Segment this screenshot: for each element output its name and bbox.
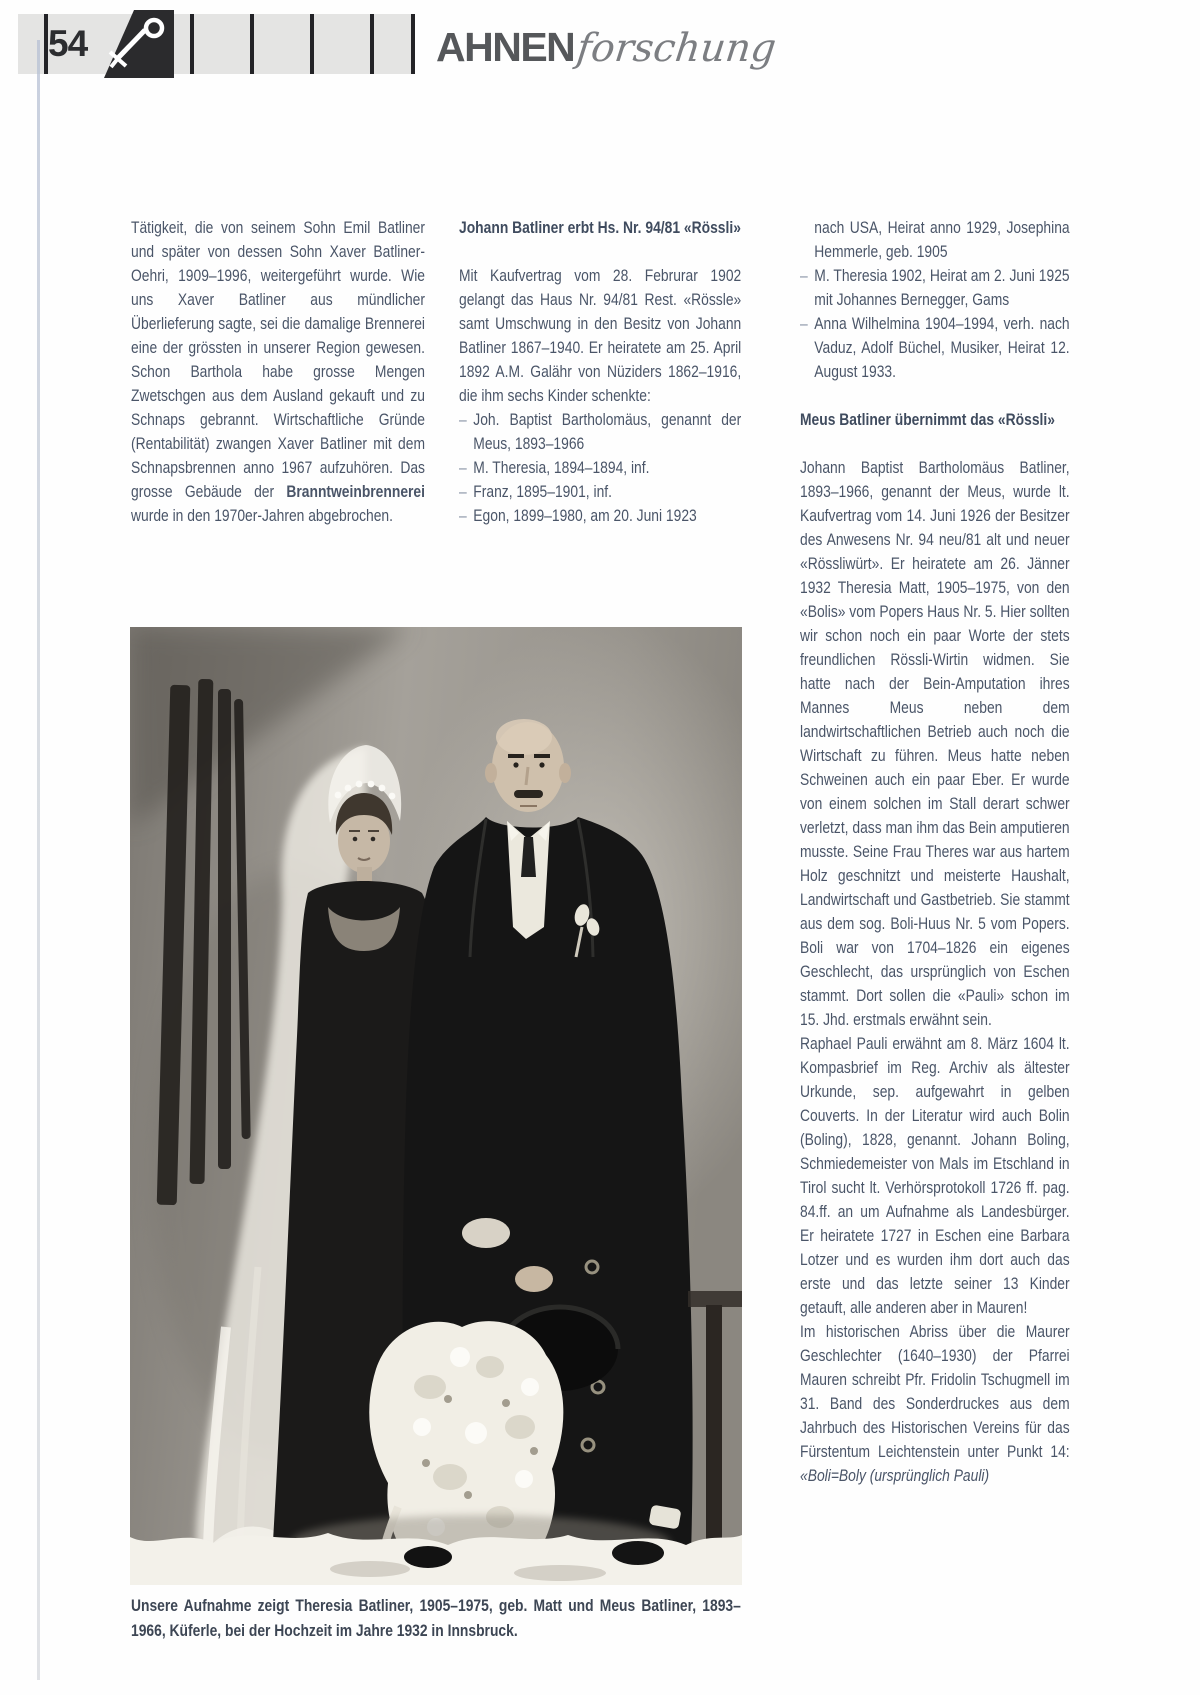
list-item: – Joh. Baptist Bartholomäus, genannt der Meus, 1893–1966 <box>459 408 741 456</box>
list-item: – M. Theresia, 1894–1894, inf. <box>459 456 741 480</box>
magazine-title-script: forschung <box>574 26 779 71</box>
list-dash: – <box>459 459 467 477</box>
header-divider <box>411 14 415 74</box>
wedding-photo-image <box>130 627 742 1585</box>
section-heading-johann-batliner: Johann Batliner erbt Hs. Nr. 94/81 «Rössli» <box>459 219 741 237</box>
list-item: – Anna Wilhelmina 1904–1994, verh. nach Vaduz, Adolf Büchel, Musiker, Heirat 12. August 1933. <box>800 312 1070 384</box>
magazine-title <box>436 24 779 71</box>
text-column-2 <box>459 216 741 528</box>
list-dash: – <box>459 507 467 525</box>
list-dash: – <box>459 411 467 429</box>
body-paragraph: Johann Baptist Bartholomäus Batliner, 1893–1966, genannt der Meus, wurde lt. Kaufvertrag vom 14. Juni 1926 der Besitzer des Anwesens Nr. 94 neu/81 alt und neuer «Rössliwürt». Er heiratete am 26. Jänner 1932 Theresia Matt, 1905–1975, von den «Bolis» vom Popers Haus Nr. 5. Hier sollten wir schon noch ein paar Worte der stets freundlichen Rössli-Wirtin widmen. Sie hatte nach der Bein-Amputation ihres Mannes Meus neben dem landwirtschaftlichen Betrieb auch noch die Wirtschaft zu führen. Meus hatte neben Schweinen auch ein paar Eber. Er wurde von einem solchen im Stall derart schwer verletzt, dass man ihm das Bein amputieren musste. Seine Frau Theres war aus hartem Holz geschnitzt und meisterte Haushalt, Landwirtschaft und Gastbetrieb. Sie stammt aus dem sog. Boli-Huus Nr. 5 vom Popers. Boli war von 1704–1826 ein eigenes Geschlecht, das ursprünglich von Eschen stammt. Dort sollen die «Pauli» schon im 15. Jhd. erstmals erwähnt sein. <box>800 459 1070 1029</box>
compass-pin-triangle-icon <box>98 6 176 80</box>
body-paragraph: Im historischen Abriss über die Maurer Geschlechter (1640–1930) der Pfarrei Mauren schreibt Pfr. Fridolin Tschugmell im 31. Band des Sonderdruckes aus dem Jahrbuch des Historischen Vereins für das Fürstentum Leichtenstein unter Punkt 14: «Boli=Boly (ursprünglich Pauli) <box>800 1323 1070 1485</box>
list-item: – M. Theresia 1902, Heirat am 2. Juni 1925 mit Johannes Bernegger, Gams <box>800 264 1070 312</box>
body-paragraph: Tätigkeit, die von seinem Sohn Emil Batliner und später von dessen Sohn Xaver Batliner-Oehri, 1909–1996, weitergeführt wurde. Wie uns Xaver Batliner aus mündlicher Überlieferung sagte, sei die damalige Brennerei eine der grössten in unserer Region gewesen. Schon Barthola habe grosse Mengen Zwetschgen aus dem Ausland gekauft und zu Schnaps gebrannt. Wirtschaftliche Gründe (Rentabilität) zwangen Xaver Batliner mit dem Schnapsbrennen anno 1967 aufzuhören. Das grosse Gebäude der Branntweinbrennerei wurde in den 1970er-Jahren abgebrochen. <box>131 219 425 525</box>
page-edge-scan-line <box>37 40 40 1680</box>
list-dash: – <box>800 267 808 285</box>
italic-citation: «Boli=Boly (ursprünglich Pauli) <box>800 1467 990 1485</box>
header-divider <box>250 14 254 74</box>
header-divider <box>190 14 194 74</box>
wedding-photo <box>130 627 742 1585</box>
list-item-continuation: nach USA, Heirat anno 1929, Josephina Hemmerle, geb. 1905 <box>814 219 1070 261</box>
body-paragraph: Raphael Pauli erwähnt am 8. März 1604 lt. Kompasbrief im Reg. Archiv als ältester Urkunde, sep. aufgewahrt in gelben Couverts. In der Literatur wird auch Bolin (Boling), 1828, genannt. Johann Boling, Schmiedemeister von Mals im Etschland in Tirol sucht lt. Verhörsprotokoll 1726 ff. pag. 84.ff. an um Aufnahme als Landesbürger. Er heiratete 1727 in Eschen eine Barbara Lotzer und es wurden ihm dort auch das erste und das letzte seiner 13 Kinder getauft, alle anderen aber in Mauren! <box>800 1035 1070 1317</box>
header-divider <box>370 14 374 74</box>
page-number: 54 <box>48 23 88 64</box>
list-dash: – <box>459 483 467 501</box>
photo-caption: Unsere Aufnahme zeigt Theresia Batliner, 1905–1975, geb. Matt und Meus Batliner, 1893–1966, Küferle, bei der Hochzeit im Jahre 1932 in Innsbruck. <box>131 1597 741 1640</box>
list-item: – Egon, 1899–1980, am 20. Juni 1923 <box>459 504 741 528</box>
text-column-1 <box>131 216 425 528</box>
body-paragraph: Mit Kaufvertrag vom 28. Februrar 1902 gelangt das Haus Nr. 94/81 Rest. «Rössle» samt Umschwung in den Besitz von Johann Batliner 1867–1940. Er heiratete am 25. April 1892 A.M. Galähr von Nüziders 1862–1916, die ihm sechs Kinder schenkte: <box>459 267 742 405</box>
magazine-title-bold: AHNEN <box>436 24 575 70</box>
header-bar <box>18 14 415 74</box>
list-dash: – <box>800 315 808 333</box>
header-divider <box>310 14 314 74</box>
section-heading-meus-batliner: Meus Batliner übernimmt das «Rössli» <box>800 411 1055 429</box>
bold-term: Branntweinbrennerei <box>286 483 425 501</box>
list-item: – Franz, 1895–1901, inf. <box>459 480 741 504</box>
text-column-3 <box>800 216 1070 1488</box>
